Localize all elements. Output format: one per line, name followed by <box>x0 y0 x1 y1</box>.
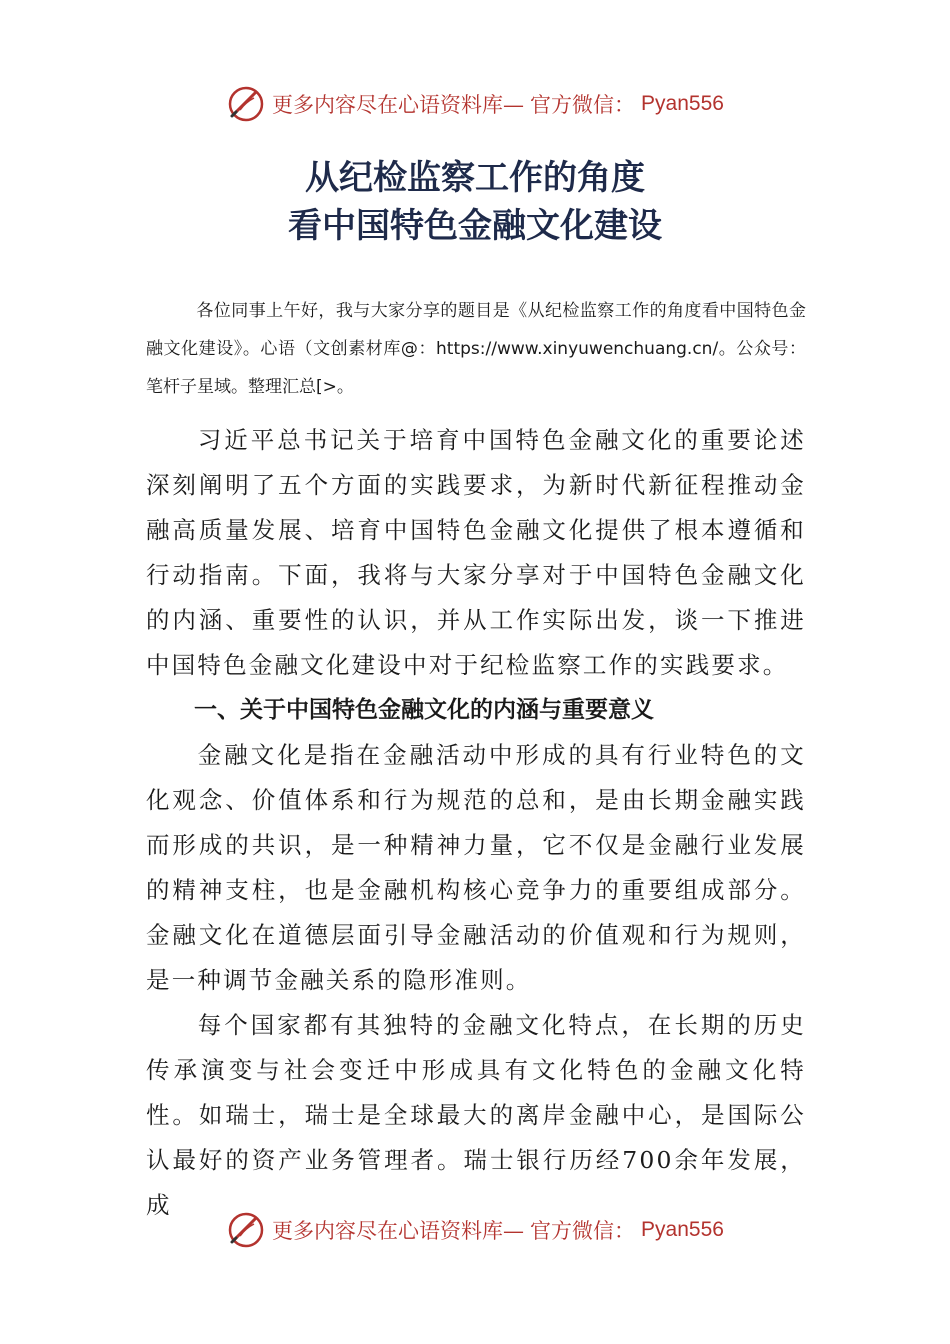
banner-wechat-label: 官方微信： <box>530 1219 636 1243</box>
document-title-line-1: 从纪检监察工作的角度 <box>305 158 645 198</box>
banner-wechat-id: Pyan556 <box>641 92 724 115</box>
banner-text: 更多内容尽在心语资料库— <box>272 1219 525 1243</box>
paragraph-3-text: 每个国家都有其独特的金融文化特点，在长期的历史传承演变与社会变迁中形成具有文化特色的金融文化特性。如瑞士，瑞士是全球最大的离岸金融中心，是国际公认最好的资产业务管理者。瑞士银行历经700余年发展，成 <box>146 1011 806 1219</box>
pen-circle-logo-icon <box>226 1210 266 1250</box>
paragraph-3 <box>146 1003 806 1228</box>
intro-text: 各位同事上午好，我与大家分享的题目是《从纪检监察工作的角度看中国特色金融文化建设》。心语（文创素材库@：https://www.xinyuwenchuang.cn/。公众号：笔杆子星域。整理汇总[>。 <box>146 301 806 397</box>
banner-text: 更多内容尽在心语资料库— <box>272 93 525 117</box>
document-title-line-2: 看中国特色金融文化建设 <box>288 206 662 246</box>
banner-wechat-id: Pyan556 <box>641 1218 724 1241</box>
banner-wechat-label: 官方微信： <box>530 93 636 117</box>
footer-banner <box>0 1210 950 1250</box>
paragraph-2 <box>146 733 806 1003</box>
intro-paragraph <box>146 292 806 406</box>
pen-circle-logo-icon <box>226 84 266 124</box>
section-heading-1: 一、关于中国特色金融文化的内涵与重要意义 <box>194 697 654 723</box>
header-banner <box>0 84 950 124</box>
paragraph-2-text: 金融文化是指在金融活动中形成的具有行业特色的文化观念、价值体系和行为规范的总和，是由长期金融实践而形成的共识，是一种精神力量，它不仅是金融行业发展的精神支柱，也是金融机构核心竞争力的重要组成部分。金融文化在道德层面引导金融活动的价值观和行为规则，是一种调节金融关系的隐形准则。 <box>146 741 806 994</box>
paragraph-1 <box>146 418 806 688</box>
paragraph-1-text: 习近平总书记关于培育中国特色金融文化的重要论述深刻阐明了五个方面的实践要求，为新时代新征程推动金融高质量发展、培育中国特色金融文化提供了根本遵循和行动指南。下面，我将与大家分享对于中国特色金融文化的内涵、重要性的认识，并从工作实际出发，谈一下推进中国特色金融文化建设中对于纪检监察工作的实践要求。 <box>146 426 806 679</box>
